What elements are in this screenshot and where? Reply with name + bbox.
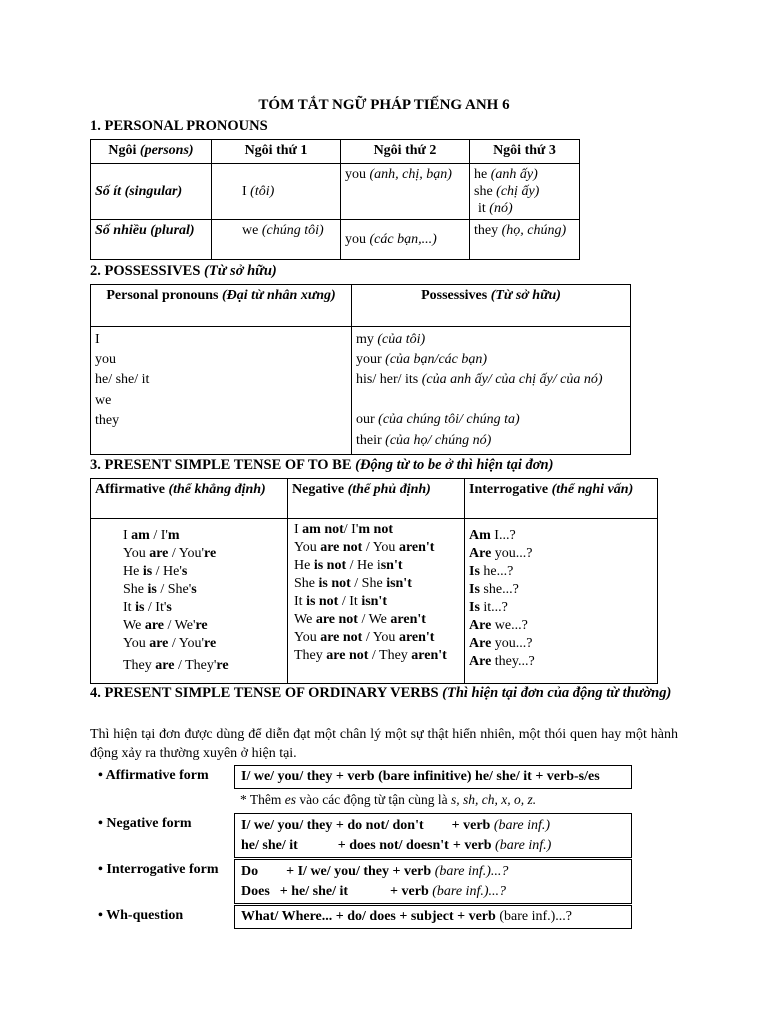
negative-list [288,519,465,684]
list-item: You are / You're [123,546,217,561]
list-item: you [95,352,116,368]
list-item: Are we...? [469,618,528,633]
table-header-row [91,285,631,327]
personal-pronouns-table [90,139,580,260]
section2-heading: 2. POSSESSIVES (Từ sở hữu) [90,263,277,279]
page-title: TÓM TẮT NGỮ PHÁP TIẾNG ANH 6 [258,97,510,113]
list-item: Are you...? [469,636,533,651]
list-item: his/ her/ its (của anh ấy/ của chị ấy/ của nó) [356,372,603,388]
list-item: Is it...? [469,600,508,615]
list-item: I am / I'm [123,528,180,543]
header-person2: Ngôi thứ 2 [341,140,470,164]
wh-question-label: • Wh-question [98,908,184,923]
list-item: She is not / She isn't [294,576,412,591]
list-item: he/ she/ it [95,372,150,388]
wh-question-box: What/ Where... + do/ does + subject + verb (bare inf.)...? [234,905,632,929]
header-interrogative: Interrogative (thể nghi vấn) [465,479,658,519]
header-possessives: Possessives (Từ sở hữu) [352,285,631,327]
list-item: my (của tôi) [356,332,426,347]
list-item: your (của bạn/các bạn) [356,352,488,368]
header-negative: Negative (thể phủ định) [288,479,465,519]
section4-paragraph: Thì hiện tại đơn được dùng để diễn đạt một chân lý một sự thật hiển nhiên, một thói quen hay một hành động xảy ra thường xuyên ở hiện tại. [90,727,678,761]
singular-person1: I (tôi) [212,164,341,220]
list-item: We are / We're [123,618,208,633]
header-persons: Ngôi (persons) [91,140,212,164]
list-item: They are not / They aren't [294,648,447,663]
list-item: He is / He's [123,564,188,579]
list-item: we [95,392,112,408]
pronoun-list [91,327,352,455]
list-item: It is not / It isn't [294,594,387,609]
header-affirmative: Affirmative (thể khẳng định) [91,479,288,519]
list-item: Are you...? [469,546,533,561]
table-header-row [91,479,658,519]
table-row [91,220,580,260]
plural-person1: we (chúng tôi) [212,220,341,260]
section1-heading: 1. PERSONAL PRONOUNS [90,118,268,134]
list-item: I am not/ I'm not [294,522,393,537]
table-header-row [91,140,580,164]
possessives-table [90,284,631,455]
list-item: We are not / We aren't [294,612,426,627]
plural-person2: you (các bạn,...) [341,220,470,260]
affirmative-note: * Thêm es vào các động từ tận cùng là s, sh, ch, x, o, z. [240,792,537,807]
list-item: You are not / You aren't [294,540,435,555]
section4-heading: 4. PRESENT SIMPLE TENSE OF ORDINARY VERBS (Thì hiện tại đơn của động từ thường) [90,685,672,701]
affirmative-form-label: • Affirmative form [98,768,209,783]
affirmative-form-box: I/ we/ you/ they + verb (bare infinitive) he/ she/ it + verb-s/es [234,765,632,789]
list-item: Is he...? [469,564,514,579]
table-row [91,327,631,455]
header-person3: Ngôi thứ 3 [470,140,580,164]
header-personal-pronouns: Personal pronouns (Đại từ nhân xưng) [91,285,352,327]
singular-label: Số ít (singular) [91,164,212,220]
possessive-list [352,327,631,455]
list-item: Am I...? [469,528,516,543]
list-item: Are they...? [469,654,535,669]
list-item: our (của chúng tôi/ chúng ta) [356,412,520,428]
plural-person3: they (họ, chúng) [470,220,580,260]
negative-form-box: I/ we/ you/ they + do not/ don't + verb (bare inf.) he/ she/ it + does not/ doesn't + verb (bare inf.) [234,813,632,858]
list-item: It is / It's [123,600,172,615]
list-item: He is not / He isn't [294,558,403,573]
interrogative-form-label: • Interrogative form [98,862,219,877]
singular-person2: you (anh, chị, bạn) [341,164,470,220]
interrogative-list [465,519,658,684]
negative-form-label: • Negative form [98,816,192,831]
section3-heading: 3. PRESENT SIMPLE TENSE OF TO BE (Động từ to be ở thì hiện tại đơn) [90,457,554,473]
header-person1: Ngôi thứ 1 [212,140,341,164]
list-item: You are / You're [123,636,217,651]
affirmative-list [91,519,288,684]
singular-person3: he (anh ấy) she (chị ấy) it (nó) [470,164,580,220]
list-item: Is she...? [469,582,519,597]
list-item: their (của họ/ chúng nó) [356,432,492,448]
table-row [91,164,580,220]
list-item: I [95,332,100,347]
to-be-table [90,478,658,684]
interrogative-form-box: Do + I/ we/ you/ they + verb (bare inf.)...? Does + he/ she/ it + verb (bare inf.)...? [234,859,632,904]
list-item: You are not / You aren't [294,630,435,645]
list-item: they [95,412,120,428]
plural-label: Số nhiều (plural) [91,220,212,260]
table-row [91,519,658,684]
list-item: They are / They're [123,658,229,673]
list-item: She is / She's [123,582,197,597]
